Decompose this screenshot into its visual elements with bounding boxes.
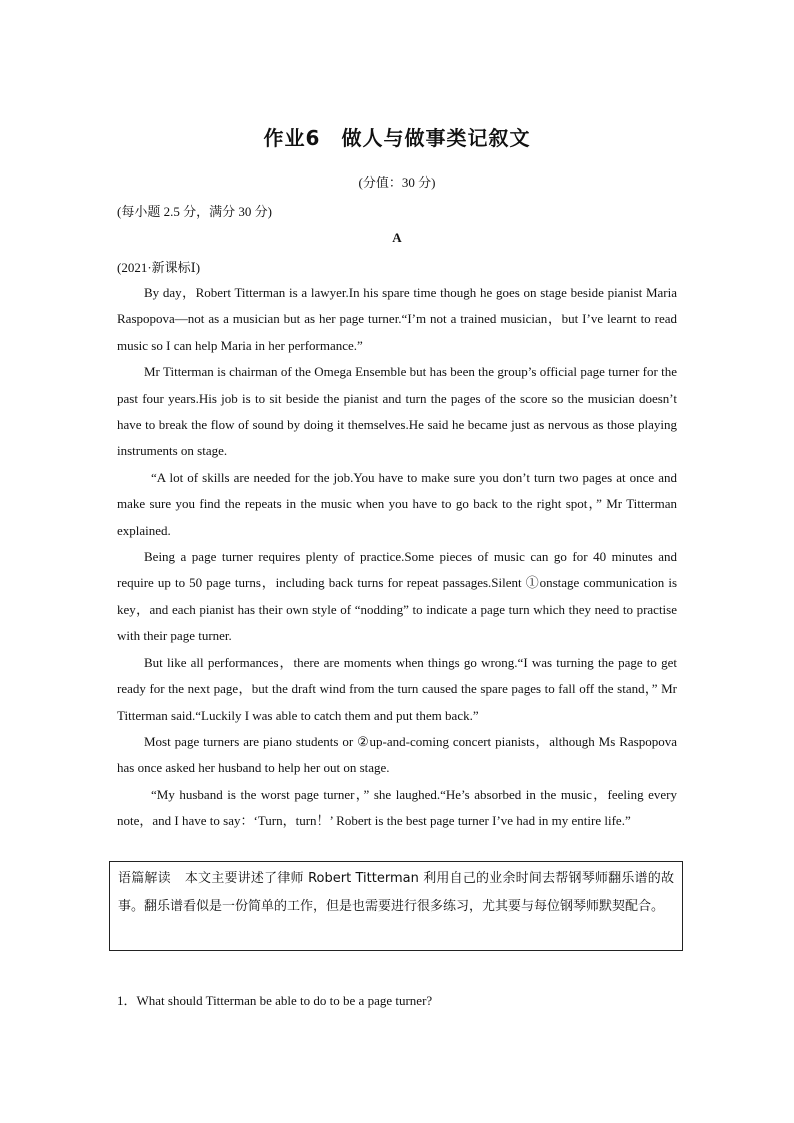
passage-paragraph-6: Most page turners are piano students or ②up-and-coming concert pianists，although Ms Raspopova has once asked her husband to help her out on stage. — [117, 733, 677, 776]
scoring-note: (每小题 2.5 分，满分 30 分) — [117, 204, 272, 219]
passage-paragraph-2: Mr Titterman is chairman of the Omega Ensemble but has been the group’s official page turner for the past four years.His job is to sit beside the pianist and turn the pages of the score so the musician doesn’t have to break the flow of sound by doing it themselves.He said he became just as nervous as those playing instruments on stage. — [117, 364, 677, 459]
page-title: 作业6 做人与做事类记叙文 — [263, 126, 531, 150]
section-label: A — [392, 230, 402, 245]
passage-paragraph-7: “My husband is the worst page turner，” she laughed.“He’s absorbed in the music，feeling every note，and I have to say：‘Turn，turn！’ Robert is the best page turner I’ve had in my entire life.” — [117, 786, 677, 829]
passage-paragraph-1: By day，Robert Titterman is a lawyer.In his spare time though he goes on stage beside pianist Maria Raspopova—not as a musician but as her page turner.“I’m not a trained musician，but I’ve learnt to read music so I can help Maria in her performance.” — [117, 285, 677, 353]
analysis-text: 本文主要讲述了律师 Robert Titterman 利用自己的业余时间去帮钢琴师翻乐谱的故事。翻乐谱看似是一份简单的工作，但是也需要进行很多练习，尤其要与每位钢琴师默契配合。 — [118, 871, 674, 914]
source-label: (2021·新课标Ⅰ) — [117, 260, 201, 275]
analysis-box — [109, 861, 683, 951]
passage-paragraph-3: “A lot of skills are needed for the job.You have to make sure you don’t turn two pages at once and make sure you find the repeats in the music when you have to go back to the right spot，” Mr Titterman explained. — [117, 469, 677, 538]
passage-paragraph-5: But like all performances，there are moments when things go wrong.“I was turning the page to get ready for the next page，but the draft wind from the turn caused the spare pages to fall off the stand，” Mr Titterman said.“Luckily I was able to catch them and put them back.” — [117, 654, 677, 723]
question-1: 1．What should Titterman be able to do to be a page turner? — [117, 993, 433, 1008]
score-value: (分值：30 分) — [358, 175, 436, 190]
analysis-label: 语篇解读 — [118, 871, 171, 886]
passage-paragraph-4: Being a page turner requires plenty of practice.Some pieces of music can go for 40 minutes and require up to 50 page turns，including back turns for repeat passages.Silent ①onstage communication is key，and each pianist has their own style of “nodding” to indicate a page turn which they need to practise with their page turner. — [117, 549, 677, 644]
passage-body — [117, 280, 677, 835]
